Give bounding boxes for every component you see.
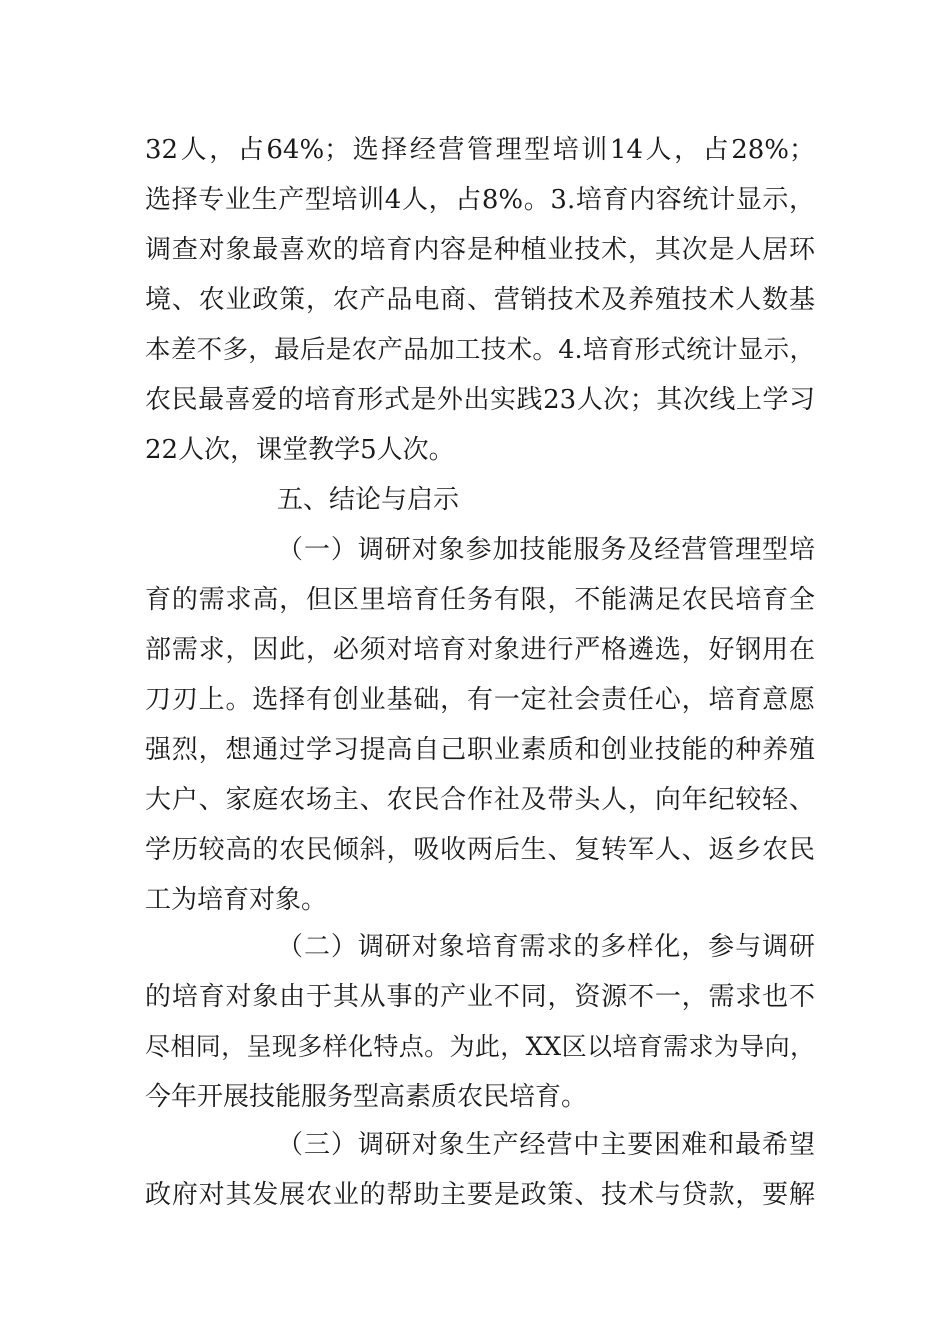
- text-line: 农民最喜爱的培育形式是外出实践23人次；其次线上学习: [145, 385, 815, 415]
- conclusion-paragraph-3: [145, 1120, 815, 1220]
- text-line: 22人次，课堂教学5人次。: [145, 435, 455, 465]
- conclusion-paragraph-2: [145, 922, 815, 1122]
- text-line: 学历较高的农民倾斜，吸收两后生、复转军人、返乡农民: [145, 835, 815, 865]
- continuation-paragraph: [145, 125, 815, 475]
- section-heading-block: [145, 475, 815, 525]
- text-line: 境、农业政策，农产品电商、营销技术及养殖技术人数基: [145, 285, 815, 315]
- text-line: 的培育对象由于其从事的产业不同，资源不一，需求也不: [145, 982, 815, 1012]
- text-line: 工为培育对象。: [145, 885, 328, 915]
- text-line: 政府对其发展农业的帮助主要是政策、技术与贷款，要解: [145, 1180, 815, 1210]
- text-line: 选择专业生产型培训4人，占8%。3.培育内容统计显示，: [145, 185, 815, 215]
- text-line: （一）调研对象参加技能服务及经营管理型培: [277, 535, 815, 565]
- conclusion-paragraph-1: [145, 525, 815, 925]
- text-line: 育的需求高，但区里培育任务有限，不能满足农民培育全: [145, 585, 815, 615]
- text-line: （二）调研对象培育需求的多样化，参与调研: [277, 932, 815, 962]
- text-line: 本差不多，最后是农产品加工技术。4.培育形式统计显示，: [145, 335, 815, 365]
- text-line: 大户、家庭农场主、农民合作社及带头人，向年纪较轻、: [145, 785, 815, 815]
- section-heading: 五、结论与启示: [277, 485, 460, 515]
- text-line: （三）调研对象生产经营中主要困难和最希望: [277, 1130, 815, 1160]
- text-line: 刀刃上。选择有创业基础，有一定社会责任心，培育意愿: [145, 685, 815, 715]
- text-line: 调查对象最喜欢的培育内容是种植业技术，其次是人居环: [145, 235, 815, 265]
- text-line: 32人，占64%；选择经营管理型培训14人，占28%；: [145, 135, 815, 165]
- text-line: 今年开展技能服务型高素质农民培育。: [145, 1082, 588, 1112]
- text-line: 尽相同，呈现多样化特点。为此，XX区以培育需求为导向，: [145, 1032, 815, 1061]
- text-line: 强烈，想通过学习提高自己职业素质和创业技能的种养殖: [145, 735, 815, 765]
- text-line: 部需求，因此，必须对培育对象进行严格遴选，好钢用在: [145, 635, 815, 665]
